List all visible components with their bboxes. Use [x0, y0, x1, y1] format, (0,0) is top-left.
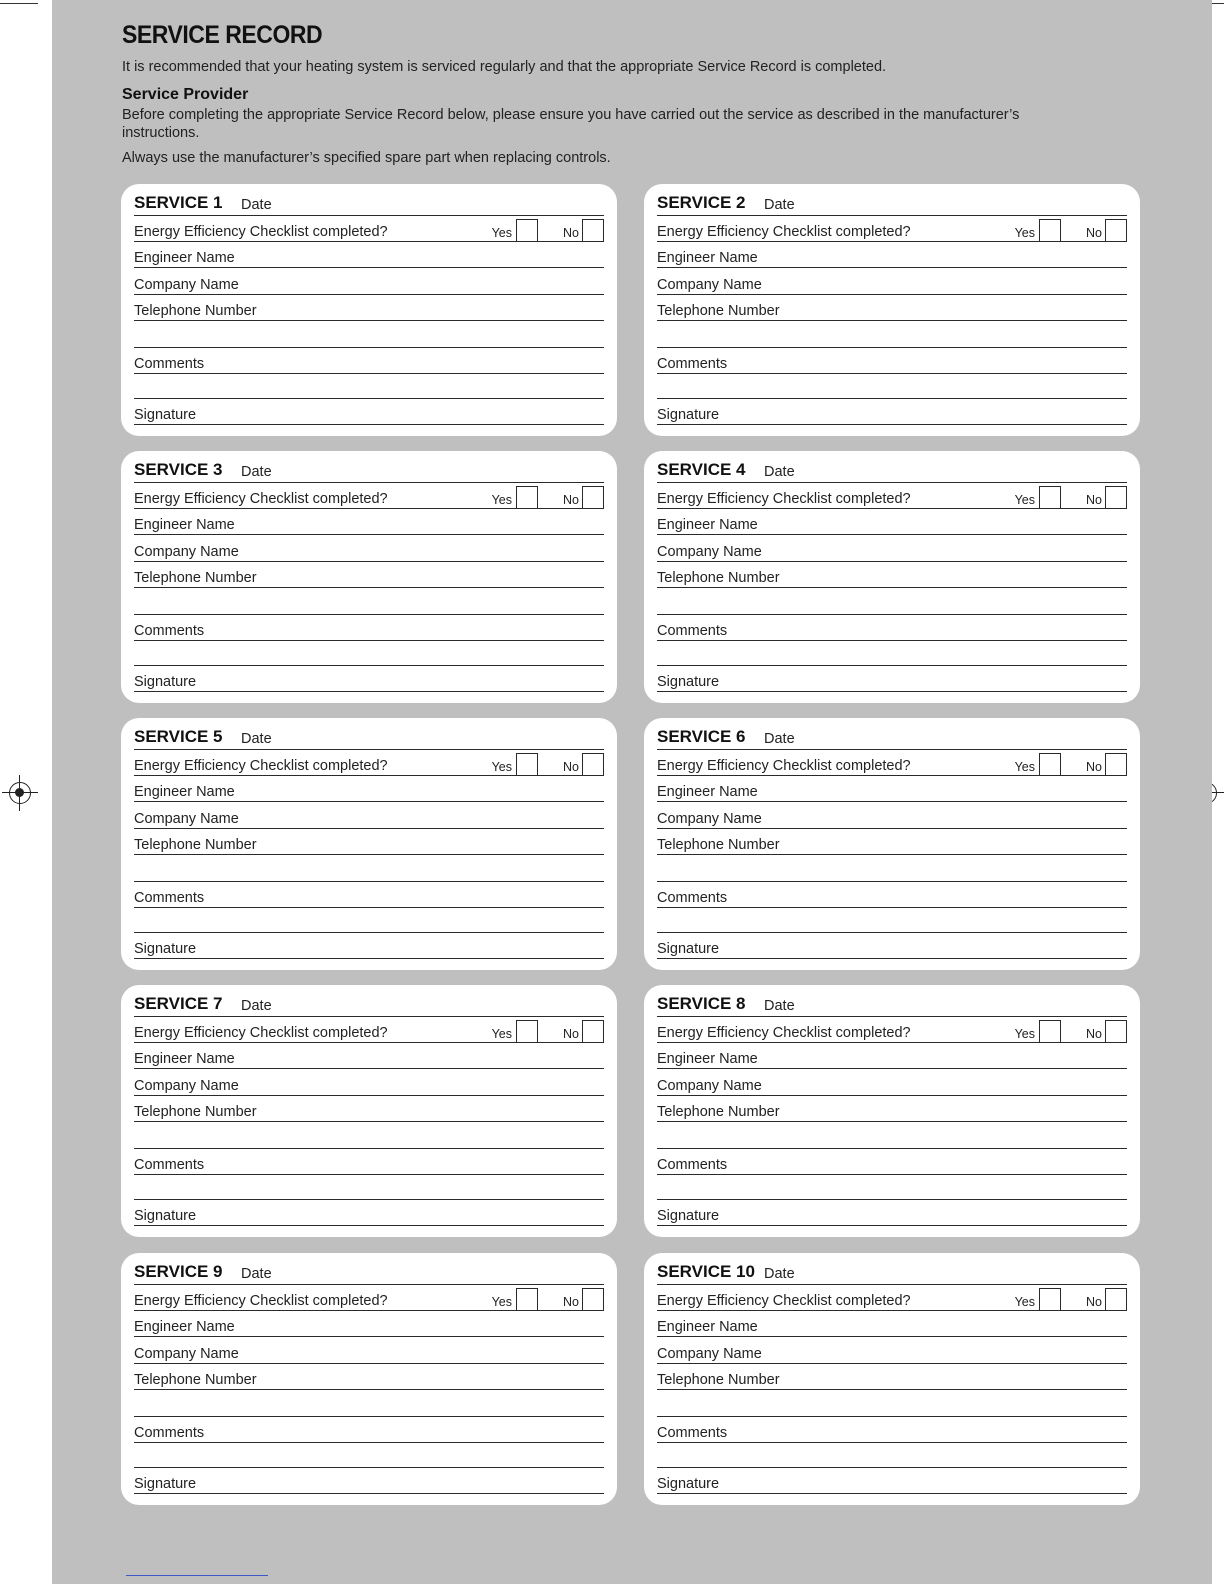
engineer-name-label: Engineer Name	[657, 784, 758, 800]
comments-line[interactable]	[134, 372, 604, 399]
checklist-label: Energy Efficiency Checklist completed?	[657, 224, 911, 240]
comments-label: Comments	[134, 890, 205, 906]
comments-field[interactable]	[134, 614, 604, 641]
yes-label: Yes	[1014, 1027, 1035, 1041]
no-label: No	[1086, 1295, 1102, 1309]
telephone-number-label: Telephone Number	[657, 1372, 780, 1388]
comments-label: Comments	[657, 623, 728, 639]
service-date-row[interactable]	[134, 193, 604, 216]
checklist-label: Energy Efficiency Checklist completed?	[134, 1293, 388, 1309]
telephone-number-label: Telephone Number	[134, 570, 257, 586]
signature-label: Signature	[657, 941, 720, 957]
engineer-name-field[interactable]	[657, 775, 1127, 802]
company-name-label: Company Name	[134, 1346, 239, 1362]
comments-field[interactable]	[657, 1148, 1127, 1175]
telephone-number-label: Telephone Number	[657, 1104, 780, 1120]
date-label: Date	[241, 998, 272, 1014]
service-date-row[interactable]	[134, 994, 604, 1017]
crop-mark-top-left	[0, 3, 38, 4]
service-title: SERVICE 2	[657, 193, 746, 212]
service-title: SERVICE 3	[134, 460, 223, 479]
comments-line[interactable]	[134, 639, 604, 666]
service-date-row[interactable]	[657, 193, 1127, 216]
yes-label: Yes	[491, 760, 512, 774]
no-label: No	[1086, 1027, 1102, 1041]
yes-checkbox[interactable]	[1039, 219, 1061, 241]
service-card-9	[121, 1253, 617, 1505]
comments-field[interactable]	[657, 881, 1127, 908]
comments-label: Comments	[657, 1157, 728, 1173]
company-name-label: Company Name	[134, 544, 239, 560]
company-name-label: Company Name	[657, 277, 762, 293]
checklist-row	[657, 749, 1127, 776]
yes-checkbox[interactable]	[1039, 486, 1061, 508]
service-card-3	[121, 451, 617, 703]
company-name-field[interactable]	[657, 1337, 1127, 1364]
service-title: SERVICE 7	[134, 994, 223, 1013]
yes-checkbox[interactable]	[516, 1020, 538, 1042]
checklist-row	[657, 1016, 1127, 1043]
engineer-name-field[interactable]	[657, 1310, 1127, 1337]
engineer-name-label: Engineer Name	[134, 1051, 235, 1067]
yes-checkbox[interactable]	[1039, 1020, 1061, 1042]
service-card-8	[644, 985, 1140, 1237]
signature-field[interactable]	[657, 932, 1127, 959]
telephone-number-label: Telephone Number	[657, 303, 780, 319]
service-card-5	[121, 718, 617, 970]
service-title: SERVICE 9	[134, 1262, 223, 1281]
service-date-row[interactable]	[657, 727, 1127, 750]
date-label: Date	[764, 731, 795, 747]
signature-label: Signature	[134, 674, 197, 690]
service-provider-text: Before completing the appropriate Service Record below, please ensure you have carried out the service as described in the manufacturer’s instructions.	[122, 107, 1020, 141]
telephone-number-label: Telephone Number	[657, 837, 780, 853]
checklist-row	[657, 482, 1127, 509]
engineer-name-label: Engineer Name	[657, 517, 758, 533]
no-checkbox[interactable]	[582, 219, 604, 241]
telephone-number-field[interactable]	[657, 828, 1127, 855]
engineer-name-field[interactable]	[134, 775, 604, 802]
signature-label: Signature	[134, 1208, 197, 1224]
spares-note: Always use the manufacturer’s specified spare part when replacing controls.	[122, 150, 611, 166]
signature-label: Signature	[134, 1476, 197, 1492]
intro-text: It is recommended that your heating system is serviced regularly and that the appropriate Service Record is completed.	[122, 59, 887, 75]
comments-label: Comments	[657, 1425, 728, 1441]
checklist-label: Energy Efficiency Checklist completed?	[657, 1293, 911, 1309]
blank-line[interactable]	[134, 321, 604, 348]
checklist-label: Energy Efficiency Checklist completed?	[657, 758, 911, 774]
service-date-row[interactable]	[657, 994, 1127, 1017]
no-checkbox[interactable]	[1105, 753, 1127, 775]
no-label: No	[563, 493, 579, 507]
checklist-row	[134, 749, 604, 776]
company-name-label: Company Name	[657, 811, 762, 827]
no-label: No	[563, 226, 579, 240]
company-name-label: Company Name	[657, 1346, 762, 1362]
checklist-row	[134, 1016, 604, 1043]
comments-line[interactable]	[134, 1173, 604, 1200]
yes-checkbox[interactable]	[1039, 753, 1061, 775]
signature-label: Signature	[134, 941, 197, 957]
yes-checkbox[interactable]	[516, 753, 538, 775]
date-label: Date	[764, 197, 795, 213]
service-date-row[interactable]	[657, 1262, 1127, 1285]
comments-label: Comments	[134, 623, 205, 639]
comments-line[interactable]	[657, 639, 1127, 666]
engineer-name-field[interactable]	[657, 241, 1127, 268]
registration-mark-icon	[9, 782, 31, 804]
service-card-6	[644, 718, 1140, 970]
date-label: Date	[241, 464, 272, 480]
telephone-number-field[interactable]	[657, 294, 1127, 321]
no-label: No	[563, 1027, 579, 1041]
signature-field[interactable]	[134, 1199, 604, 1226]
comments-field[interactable]	[657, 614, 1127, 641]
service-title: SERVICE 6	[657, 727, 746, 746]
comments-label: Comments	[134, 1425, 205, 1441]
service-card-4	[644, 451, 1140, 703]
signature-label: Signature	[657, 674, 720, 690]
comments-line[interactable]	[134, 906, 604, 933]
engineer-name-label: Engineer Name	[657, 1051, 758, 1067]
signature-label: Signature	[134, 407, 197, 423]
engineer-name-field[interactable]	[134, 1042, 604, 1069]
checklist-label: Energy Efficiency Checklist completed?	[657, 1025, 911, 1041]
date-label: Date	[764, 464, 795, 480]
service-record-page	[52, 0, 1212, 1584]
yes-label: Yes	[1014, 226, 1035, 240]
blank-line[interactable]	[657, 1122, 1127, 1149]
engineer-name-field[interactable]	[134, 508, 604, 535]
service-provider-heading: Service Provider	[122, 86, 249, 103]
signature-field[interactable]	[657, 1467, 1127, 1494]
no-checkbox[interactable]	[1105, 486, 1127, 508]
engineer-name-label: Engineer Name	[657, 1319, 758, 1335]
blank-line[interactable]	[657, 588, 1127, 615]
company-name-label: Company Name	[657, 1078, 762, 1094]
yes-label: Yes	[1014, 760, 1035, 774]
checklist-label: Energy Efficiency Checklist completed?	[134, 1025, 388, 1041]
yes-label: Yes	[491, 1027, 512, 1041]
no-label: No	[1086, 493, 1102, 507]
date-label: Date	[764, 998, 795, 1014]
comments-line[interactable]	[657, 372, 1127, 399]
yes-checkbox[interactable]	[516, 219, 538, 241]
telephone-number-field[interactable]	[134, 1095, 604, 1122]
service-card-10	[644, 1253, 1140, 1505]
blank-line[interactable]	[134, 1390, 604, 1417]
signature-field[interactable]	[657, 665, 1127, 692]
service-card-7	[121, 985, 617, 1237]
telephone-number-label: Telephone Number	[134, 1104, 257, 1120]
blank-line[interactable]	[657, 321, 1127, 348]
engineer-name-label: Engineer Name	[134, 250, 235, 266]
no-label: No	[1086, 226, 1102, 240]
comments-field[interactable]	[134, 1148, 604, 1175]
yes-label: Yes	[491, 226, 512, 240]
blank-line[interactable]	[657, 1390, 1127, 1417]
signature-field[interactable]	[134, 932, 604, 959]
yes-label: Yes	[1014, 1295, 1035, 1309]
signature-field[interactable]	[657, 1199, 1127, 1226]
checklist-row	[657, 215, 1127, 242]
engineer-name-label: Engineer Name	[134, 784, 235, 800]
no-checkbox[interactable]	[582, 753, 604, 775]
telephone-number-label: Telephone Number	[134, 303, 257, 319]
no-label: No	[563, 1295, 579, 1309]
service-date-row[interactable]	[134, 1262, 604, 1285]
company-name-label: Company Name	[134, 277, 239, 293]
company-name-field[interactable]	[657, 1069, 1127, 1096]
checklist-row	[134, 1284, 604, 1311]
company-name-field[interactable]	[657, 802, 1127, 829]
service-date-row[interactable]	[657, 460, 1127, 483]
yes-label: Yes	[1014, 493, 1035, 507]
engineer-name-label: Engineer Name	[657, 250, 758, 266]
no-checkbox[interactable]	[582, 486, 604, 508]
telephone-number-field[interactable]	[134, 828, 604, 855]
comments-line[interactable]	[657, 906, 1127, 933]
checklist-label: Energy Efficiency Checklist completed?	[134, 491, 388, 507]
comments-field[interactable]	[657, 1416, 1127, 1443]
engineer-name-field[interactable]	[134, 241, 604, 268]
no-checkbox[interactable]	[1105, 1288, 1127, 1310]
telephone-number-label: Telephone Number	[134, 1372, 257, 1388]
telephone-number-field[interactable]	[657, 1363, 1127, 1390]
date-label: Date	[241, 1266, 272, 1282]
comments-label: Comments	[134, 1157, 205, 1173]
company-name-field[interactable]	[134, 268, 604, 295]
service-title: SERVICE 10	[657, 1262, 755, 1281]
no-label: No	[1086, 760, 1102, 774]
date-label: Date	[764, 1266, 795, 1282]
signature-field[interactable]	[134, 665, 604, 692]
company-name-field[interactable]	[134, 1069, 604, 1096]
blank-line[interactable]	[134, 855, 604, 882]
yes-checkbox[interactable]	[516, 486, 538, 508]
comments-label: Comments	[657, 356, 728, 372]
signature-label: Signature	[657, 1476, 720, 1492]
company-name-field[interactable]	[134, 1337, 604, 1364]
telephone-number-field[interactable]	[134, 561, 604, 588]
no-checkbox[interactable]	[1105, 1020, 1127, 1042]
checklist-label: Energy Efficiency Checklist completed?	[134, 758, 388, 774]
comments-label: Comments	[134, 356, 205, 372]
comments-field[interactable]	[657, 347, 1127, 374]
comments-field[interactable]	[134, 347, 604, 374]
blank-line[interactable]	[657, 855, 1127, 882]
date-label: Date	[241, 197, 272, 213]
no-label: No	[563, 760, 579, 774]
service-title: SERVICE 1	[134, 193, 223, 212]
telephone-number-field[interactable]	[134, 1363, 604, 1390]
signature-field[interactable]	[134, 398, 604, 425]
comments-field[interactable]	[134, 1416, 604, 1443]
company-name-label: Company Name	[134, 1078, 239, 1094]
comments-label: Comments	[657, 890, 728, 906]
engineer-name-label: Engineer Name	[134, 517, 235, 533]
company-name-field[interactable]	[657, 268, 1127, 295]
no-checkbox[interactable]	[1105, 219, 1127, 241]
service-title: SERVICE 4	[657, 460, 746, 479]
engineer-name-field[interactable]	[134, 1310, 604, 1337]
checklist-label: Energy Efficiency Checklist completed?	[134, 224, 388, 240]
telephone-number-field[interactable]	[134, 294, 604, 321]
company-name-label: Company Name	[657, 544, 762, 560]
engineer-name-label: Engineer Name	[134, 1319, 235, 1335]
yes-label: Yes	[491, 1295, 512, 1309]
footer-rule	[126, 1575, 268, 1576]
checklist-row	[134, 482, 604, 509]
page-title: SERVICE RECORD	[122, 21, 323, 49]
date-label: Date	[241, 731, 272, 747]
yes-label: Yes	[491, 493, 512, 507]
signature-label: Signature	[657, 407, 720, 423]
service-card-1	[121, 184, 617, 436]
checklist-row	[134, 215, 604, 242]
signature-label: Signature	[657, 1208, 720, 1224]
company-name-field[interactable]	[134, 535, 604, 562]
service-card-2	[644, 184, 1140, 436]
checklist-row	[657, 1284, 1127, 1311]
comments-line[interactable]	[657, 1173, 1127, 1200]
comments-field[interactable]	[134, 881, 604, 908]
telephone-number-label: Telephone Number	[657, 570, 780, 586]
no-checkbox[interactable]	[582, 1020, 604, 1042]
yes-checkbox[interactable]	[516, 1288, 538, 1310]
telephone-number-field[interactable]	[657, 561, 1127, 588]
telephone-number-label: Telephone Number	[134, 837, 257, 853]
comments-line[interactable]	[657, 1441, 1127, 1468]
service-date-row[interactable]	[134, 460, 604, 483]
signature-field[interactable]	[657, 398, 1127, 425]
engineer-name-field[interactable]	[657, 508, 1127, 535]
comments-line[interactable]	[134, 1441, 604, 1468]
no-checkbox[interactable]	[582, 1288, 604, 1310]
yes-checkbox[interactable]	[1039, 1288, 1061, 1310]
engineer-name-field[interactable]	[657, 1042, 1127, 1069]
company-name-field[interactable]	[657, 535, 1127, 562]
service-date-row[interactable]	[134, 727, 604, 750]
signature-field[interactable]	[134, 1467, 604, 1494]
company-name-field[interactable]	[134, 802, 604, 829]
service-title: SERVICE 8	[657, 994, 746, 1013]
service-title: SERVICE 5	[134, 727, 223, 746]
company-name-label: Company Name	[134, 811, 239, 827]
blank-line[interactable]	[134, 1122, 604, 1149]
checklist-label: Energy Efficiency Checklist completed?	[657, 491, 911, 507]
blank-line[interactable]	[134, 588, 604, 615]
telephone-number-field[interactable]	[657, 1095, 1127, 1122]
